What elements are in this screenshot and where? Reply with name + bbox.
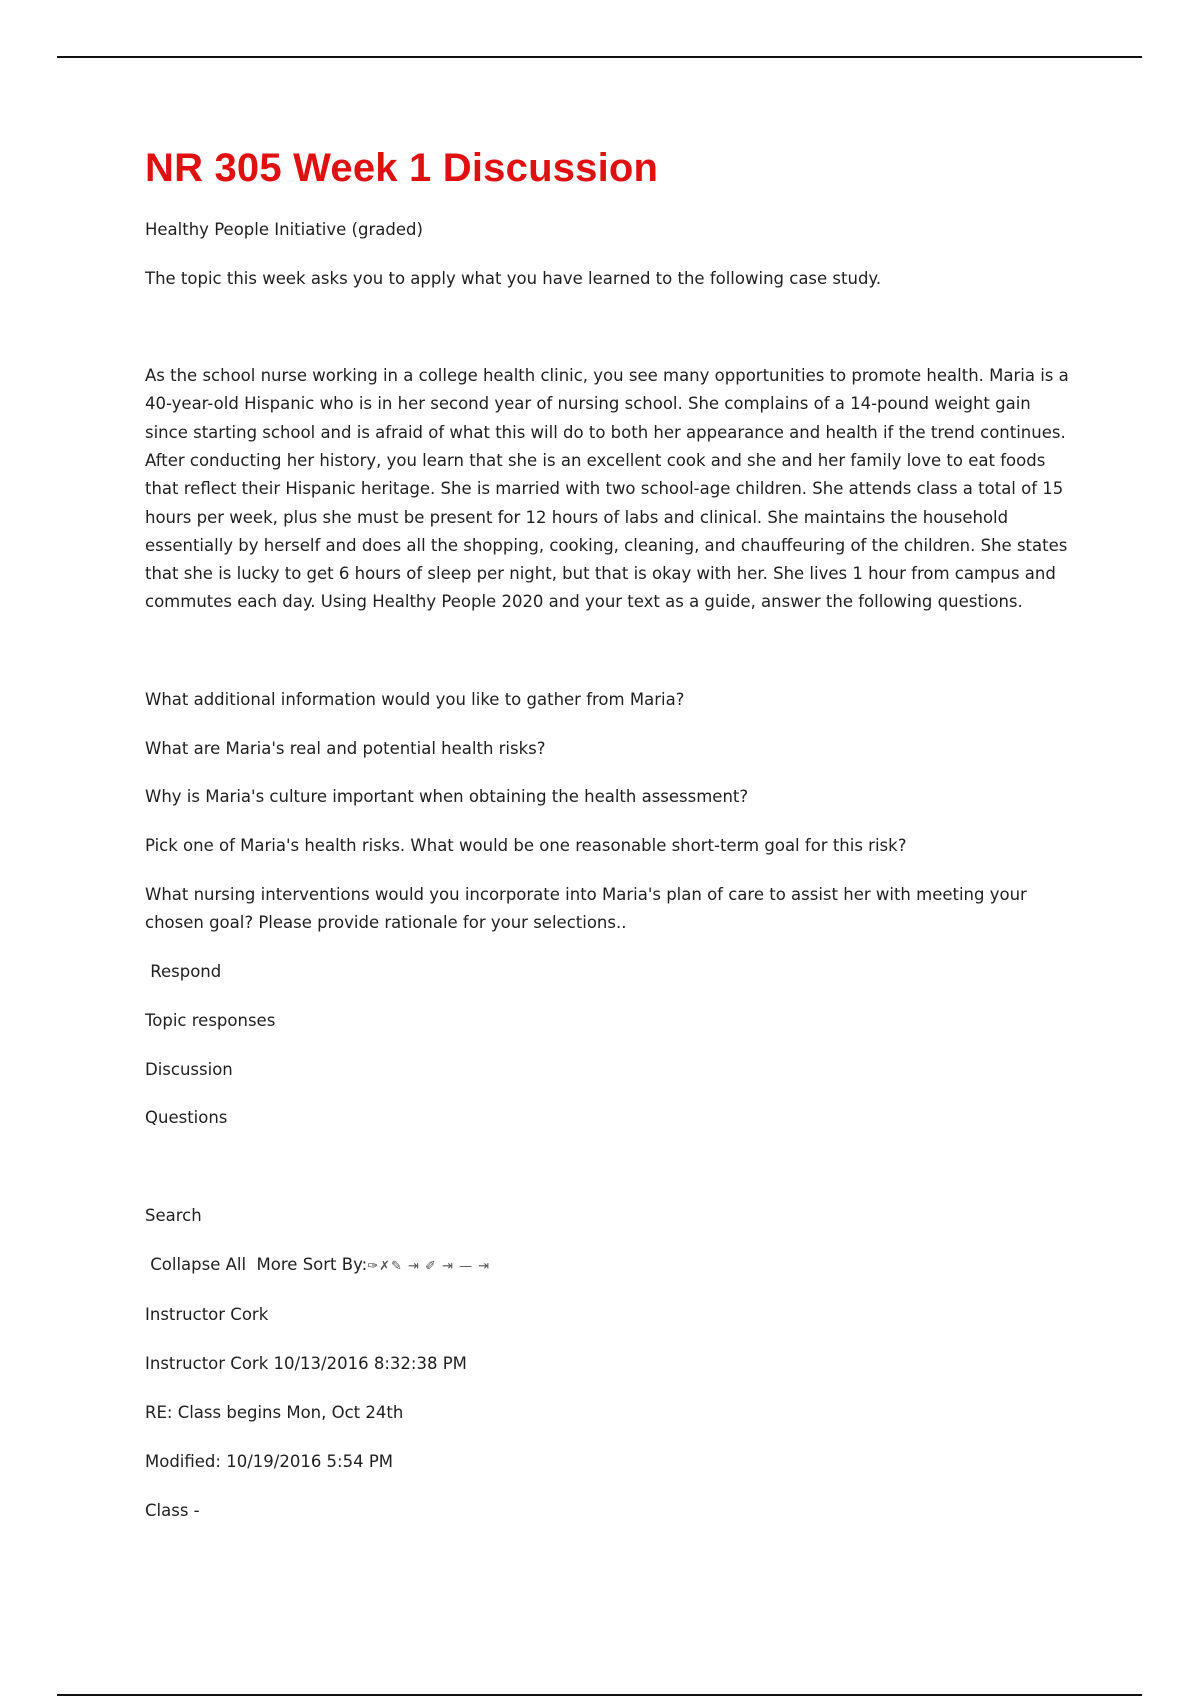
question-item: What are Maria's real and potential health risks? xyxy=(145,738,546,758)
top-divider xyxy=(57,56,1142,58)
respond-link[interactable]: Respond xyxy=(145,962,222,982)
case-study-paragraph: As the school nurse working in a college health clinic, you see many opportunities to promote health. Maria is a 40-year-old Hispanic who is in her second year of nursing school. She complains of a 14-pound weight gain since starting school and is afraid of what this will do to both her appearance and health if the trend continues. After conducting her history, you learn that she is an excellent cook and she and her family love to eat foods that reflect their Hispanic heritage. She is married with two school-age children. She attends class a total of 15 hours per week, plus she must be present for 12 hours of labs and clinical. She maintains the household essentially by herself and does all the shopping, cooking, cleaning, and chauffeuring of the children. She states that she is lucky to get 6 hours of sleep per night, but that is okay with her. She lives 1 hour from campus and commutes each day. Using Healthy People 2020 and your text as a guide, answer the following questions. xyxy=(145,366,1069,612)
post-author: Instructor Cork xyxy=(145,1305,269,1325)
document-body xyxy=(145,140,1075,1545)
sort-toolbar xyxy=(145,1251,1075,1281)
discussion-link[interactable]: Discussion xyxy=(145,1059,233,1079)
sort-glyphs-icon: ✑✗✎ ⇥ ✐ ⇥ — ⇥ xyxy=(367,1258,491,1274)
post-modified: Modified: 10/19/2016 5:54 PM xyxy=(145,1451,394,1471)
question-item: Pick one of Maria's health risks. What would be one reasonable short-term goal for this risk? xyxy=(145,836,907,856)
question-item: What additional information would you like to gather from Maria? xyxy=(145,689,685,709)
questions-link[interactable]: Questions xyxy=(145,1108,228,1128)
post-author-timestamp: Instructor Cork 10/13/2016 8:32:38 PM xyxy=(145,1354,467,1374)
search-label[interactable]: Search xyxy=(145,1205,202,1225)
topic-responses-link[interactable]: Topic responses xyxy=(145,1010,276,1030)
question-item: What nursing interventions would you incorporate into Maria's plan of care to assist her with meeting your chosen goal? Please provide rationale for your selections.. xyxy=(145,884,1027,933)
intro-text: The topic this week asks you to apply what you have learned to the following case study. xyxy=(145,268,882,288)
subtitle: Healthy People Initiative (graded) xyxy=(145,220,423,239)
question-item: Why is Maria's culture important when obtaining the health assessment? xyxy=(145,787,749,807)
collapse-sort-text[interactable]: Collapse All More Sort By: xyxy=(145,1254,368,1274)
post-subject: RE: Class begins Mon, Oct 24th xyxy=(145,1402,404,1422)
bottom-divider xyxy=(57,1694,1142,1696)
post-body: Class - xyxy=(145,1500,200,1520)
page-title: NR 305 Week 1 Discussion xyxy=(145,146,659,190)
